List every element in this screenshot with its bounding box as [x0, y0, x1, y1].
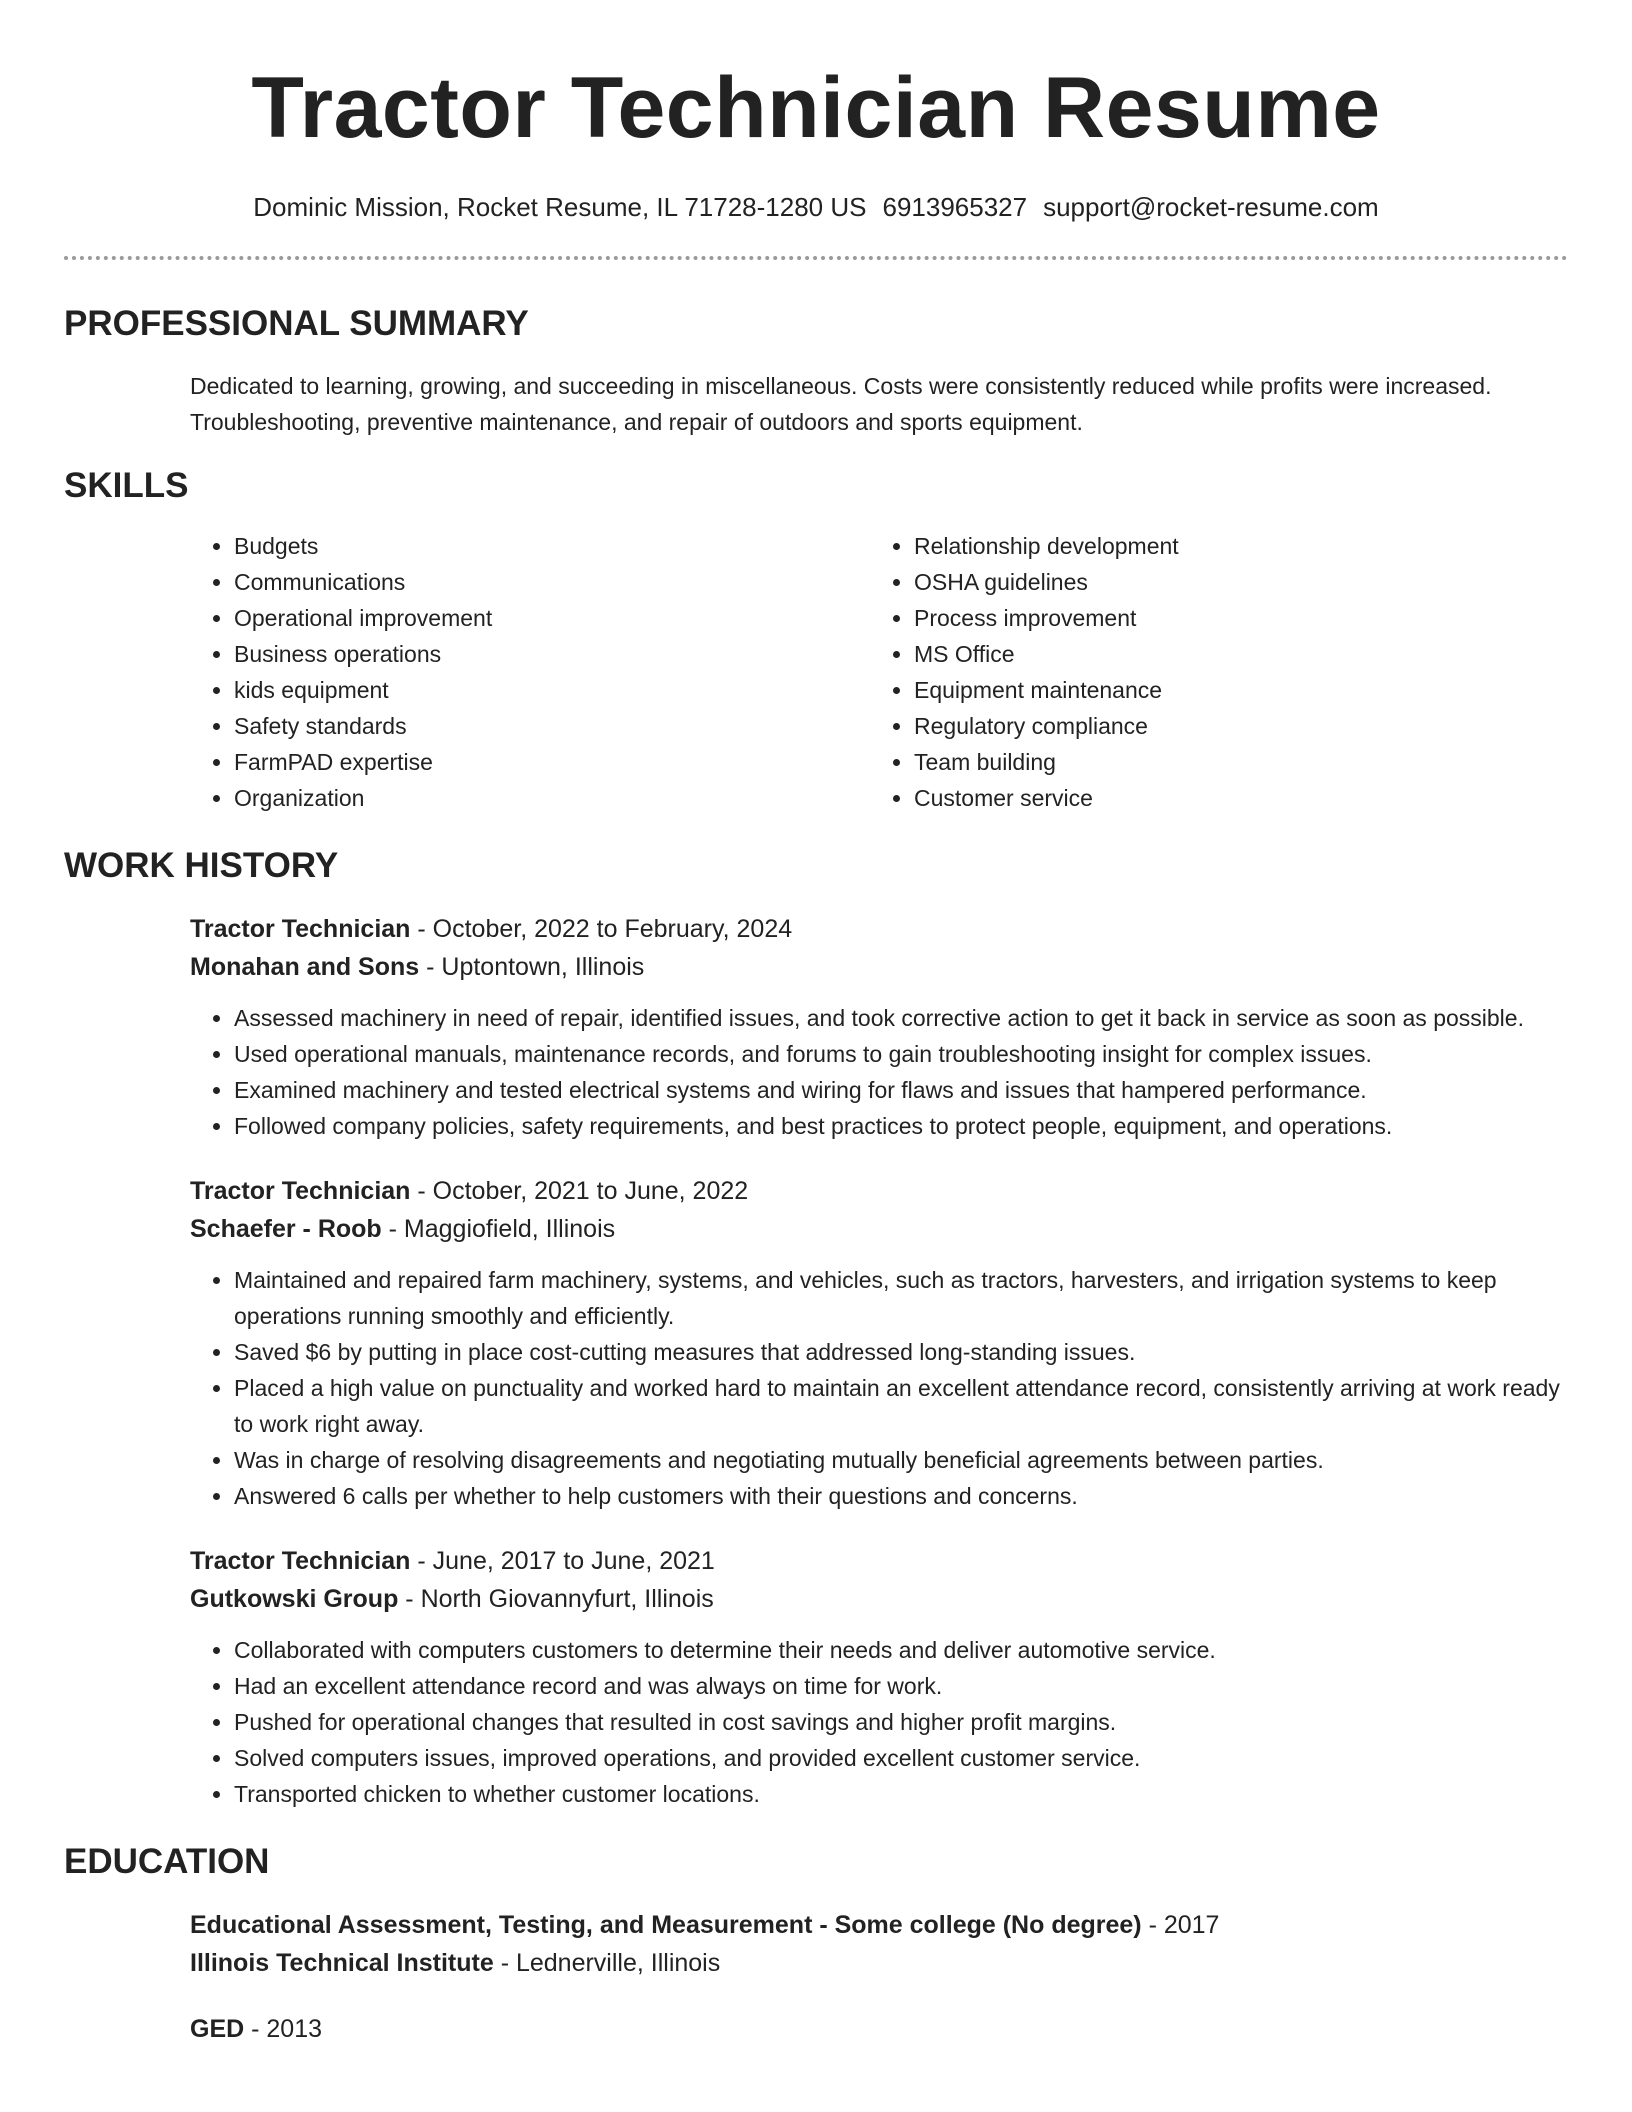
- skill-item: • FarmPAD expertise: [234, 744, 870, 780]
- job-company: Monahan and Sons: [190, 953, 420, 981]
- summary-text: Dedicated to learning, growing, and succeeding in miscellaneous. Costs were consistently reduced while profits were increased. Troubleshooting, preventive maintenance, and repair of outdoors and sports equipment.: [190, 373, 1492, 435]
- job-bullet: • Answered 6 calls per whether to help customers with their questions and concerns.: [234, 1478, 1568, 1514]
- job-bullet: • Used operational manuals, maintenance records, and forums to gain troubleshooting insight for complex issues.: [234, 1036, 1568, 1072]
- job-bullet: • Was in charge of resolving disagreements and negotiating mutually beneficial agreements between parties.: [234, 1442, 1568, 1478]
- education-degree-line: [190, 1906, 1568, 1944]
- skill-item: • Operational improvement: [234, 600, 870, 636]
- job-company-line: [190, 1210, 1568, 1248]
- work-history-section: [64, 844, 1568, 1812]
- summary-heading: PROFESSIONAL SUMMARY: [64, 304, 529, 343]
- job-bullet: • Solved computers issues, improved operations, and provided excellent customer service.: [234, 1740, 1568, 1776]
- job-bullets: [190, 1262, 1568, 1514]
- contact-address: Dominic Mission, Rocket Resume, IL 71728-1280 US: [253, 192, 867, 222]
- contact-phone: 6913965327: [882, 192, 1028, 222]
- skill-item: • OSHA guidelines: [914, 564, 1550, 600]
- job-bullets: [190, 1000, 1568, 1144]
- job-bullet: • Followed company policies, safety requirements, and best practices to protect people, equipment, and operations.: [234, 1108, 1568, 1144]
- job-bullet: • Assessed machinery in need of repair, identified issues, and took corrective action to get it back in service as soon as possible.: [234, 1000, 1568, 1036]
- job-location: - Maggiofield, Illinois: [381, 1215, 616, 1243]
- skill-item: • Customer service: [914, 780, 1550, 816]
- skill-item: • MS Office: [914, 636, 1550, 672]
- job-bullet: • Placed a high value on punctuality and worked hard to maintain an excellent attendance record, consistently arriving at work ready to work right away.: [234, 1370, 1568, 1442]
- skill-item: • Communications: [234, 564, 870, 600]
- header-divider: [64, 256, 1568, 260]
- job-bullet: • Pushed for operational changes that resulted in cost savings and higher profit margins.: [234, 1704, 1568, 1740]
- summary-section: [64, 302, 1568, 440]
- skill-item: • Safety standards: [234, 708, 870, 744]
- job-company-line: [190, 1580, 1568, 1618]
- education-year: - 2017: [1141, 1911, 1220, 1939]
- education-degree-line: [190, 2010, 1568, 2048]
- skills-heading: SKILLS: [64, 466, 189, 505]
- resume-page: [64, 0, 1568, 2048]
- job-dates: - October, 2021 to June, 2022: [410, 1177, 749, 1205]
- job-dates: - October, 2022 to February, 2024: [410, 915, 793, 943]
- job-location: - Uptontown, Illinois: [419, 953, 645, 981]
- job-location: - North Giovannyfurt, Illinois: [398, 1585, 714, 1613]
- skill-item: • Organization: [234, 780, 870, 816]
- skill-item: • Business operations: [234, 636, 870, 672]
- skills-list-left: [190, 528, 870, 816]
- job-dates: - June, 2017 to June, 2021: [410, 1547, 715, 1575]
- job-title: Tractor Technician: [190, 1177, 411, 1205]
- education-section: [64, 1840, 1568, 2048]
- skills-section: [64, 464, 1568, 816]
- skill-item: • Process improvement: [914, 600, 1550, 636]
- job-bullet: • Maintained and repaired farm machinery, systems, and vehicles, such as tractors, harvesters, and irrigation systems to keep operations running smoothly and efficiently.: [234, 1262, 1568, 1334]
- skill-item: • Equipment maintenance: [914, 672, 1550, 708]
- education-entry: [190, 1906, 1568, 1982]
- job-bullet: • Transported chicken to whether customer locations.: [234, 1776, 1568, 1812]
- education-degree: Educational Assessment, Testing, and Measurement - Some college (No degree): [190, 1911, 1142, 1939]
- job-bullet: • Saved $6 by putting in place cost-cutting measures that addressed long-standing issues.: [234, 1334, 1568, 1370]
- education-entry: [190, 2010, 1568, 2048]
- job-bullets: [190, 1632, 1568, 1812]
- contact-line: [64, 190, 1568, 224]
- job-entry: [190, 910, 1568, 1144]
- education-heading: EDUCATION: [64, 1842, 270, 1881]
- skills-column-right: [870, 528, 1550, 816]
- job-company: Gutkowski Group: [190, 1585, 399, 1613]
- skill-item: • Team building: [914, 744, 1550, 780]
- job-entry: [190, 1542, 1568, 1812]
- job-title-line: [190, 1542, 1568, 1580]
- skill-item: • Budgets: [234, 528, 870, 564]
- job-bullet: • Collaborated with computers customers to determine their needs and deliver automotive service.: [234, 1632, 1568, 1668]
- skill-item: • kids equipment: [234, 672, 870, 708]
- skill-item: • Regulatory compliance: [914, 708, 1550, 744]
- skill-item: • Relationship development: [914, 528, 1550, 564]
- job-title-line: [190, 910, 1568, 948]
- skills-column-left: [190, 528, 870, 816]
- contact-email: support@rocket-resume.com: [1043, 192, 1379, 222]
- job-title: Tractor Technician: [190, 915, 411, 943]
- job-company-line: [190, 948, 1568, 986]
- job-bullet: • Examined machinery and tested electrical systems and wiring for flaws and issues that hampered performance.: [234, 1072, 1568, 1108]
- work-history-heading: WORK HISTORY: [64, 846, 339, 885]
- job-title-line: [190, 1172, 1568, 1210]
- education-degree: GED: [190, 2015, 245, 2043]
- education-school-line: [190, 1944, 1568, 1982]
- skills-list-right: [870, 528, 1550, 816]
- education-location: - Lednerville, Illinois: [493, 1949, 721, 1977]
- job-title: Tractor Technician: [190, 1547, 411, 1575]
- job-bullet: • Had an excellent attendance record and was always on time for work.: [234, 1668, 1568, 1704]
- resume-title: Tractor Technician Resume: [251, 60, 1381, 156]
- job-entry: [190, 1172, 1568, 1514]
- education-school: Illinois Technical Institute: [190, 1949, 494, 1977]
- education-year: - 2013: [244, 2015, 323, 2043]
- skills-grid: [190, 528, 1568, 816]
- job-company: Schaefer - Roob: [190, 1215, 382, 1243]
